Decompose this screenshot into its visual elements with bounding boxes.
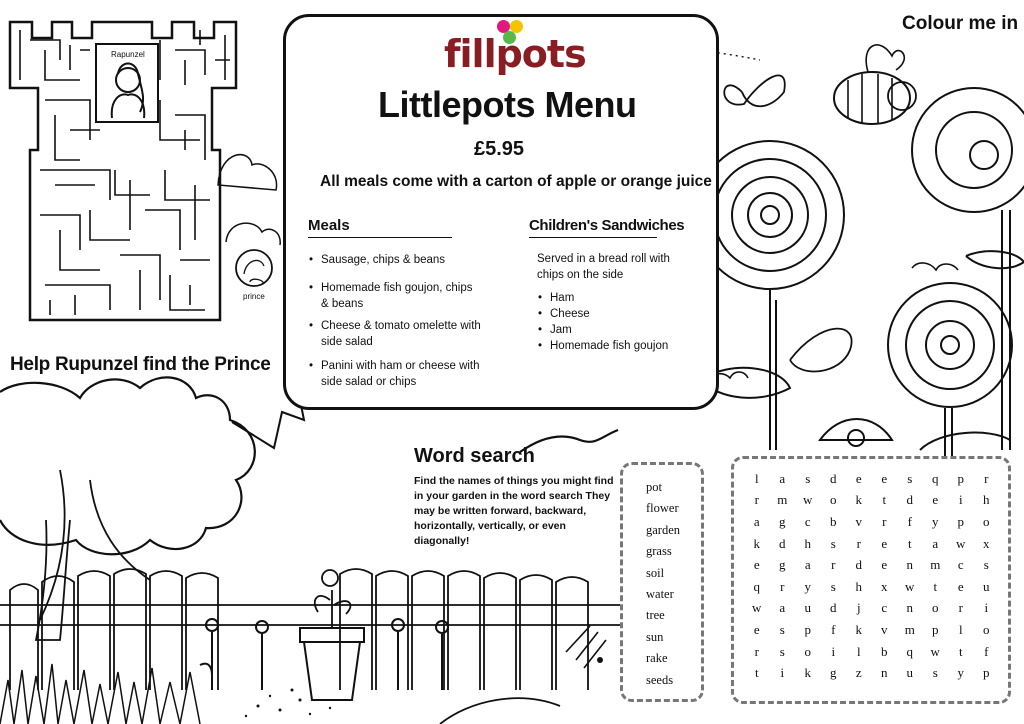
grid-letter[interactable]: r [754, 643, 759, 659]
grid-letter[interactable]: k [855, 621, 862, 637]
grid-letter[interactable]: u [804, 600, 811, 616]
sandwich-item: • Ham [538, 290, 688, 306]
fence [0, 569, 620, 690]
grid-letter[interactable]: t [958, 643, 963, 659]
grid-letter[interactable]: u [983, 578, 990, 594]
grid-letter[interactable]: h [983, 492, 990, 508]
grid-letter[interactable]: e [753, 621, 760, 637]
word-search-instructions: Find the names of things you might find in your garden in the word search They may be written forward, backward, horizontally, vertically, or even diagonally! [414, 475, 614, 547]
grid-letter[interactable]: f [984, 643, 989, 659]
grid-letter[interactable]: j [856, 600, 861, 616]
word-item: seeds [646, 672, 674, 687]
grid-letter[interactable]: w [956, 535, 966, 551]
meals-rule [308, 237, 452, 238]
grid-letter[interactable]: q [932, 470, 939, 486]
word-item: garden [646, 522, 681, 537]
sandwich-item: • Homemade fish goujon [538, 338, 688, 354]
meal-item: • Panini with ham or cheese with side salad or chips [309, 358, 481, 390]
grid-letter[interactable]: n [906, 557, 913, 573]
grid-row [744, 554, 999, 576]
grid-letter[interactable]: h [804, 535, 811, 551]
grid-letter[interactable]: x [983, 535, 990, 551]
grid-letter[interactable]: r [856, 535, 861, 551]
grid-letter[interactable]: i [780, 665, 785, 681]
grid-letter[interactable]: s [830, 578, 836, 594]
grid-letter[interactable]: s [779, 643, 785, 659]
meals-list [309, 252, 481, 390]
grid-letter[interactable]: i [831, 643, 836, 659]
grid-letter[interactable]: g [779, 557, 786, 573]
grid-letter[interactable]: e [957, 578, 964, 594]
grid-letter[interactable]: d [830, 470, 837, 486]
grid-letter[interactable]: c [881, 600, 888, 616]
grid-letter[interactable]: o [932, 600, 939, 616]
grid-letter[interactable]: w [803, 492, 813, 508]
grid-letter[interactable]: y [804, 578, 811, 594]
word-item: sun [646, 629, 664, 644]
grid-letter[interactable]: s [932, 665, 938, 681]
grid-letter[interactable]: c [804, 513, 811, 529]
word-search-heading: Word search [414, 445, 535, 467]
sandwiches-list [538, 290, 688, 354]
grid-row [744, 662, 999, 684]
grid-letter[interactable]: p [983, 665, 990, 681]
grid-letter[interactable]: o [830, 492, 837, 508]
grid-letter[interactable]: e [932, 492, 939, 508]
grid-letter[interactable]: q [753, 578, 760, 594]
sandwich-item: • Jam [538, 322, 688, 338]
tower-maze [10, 22, 236, 320]
grid-letter[interactable]: r [958, 600, 963, 616]
grid-letter[interactable]: b [881, 643, 888, 659]
word-item: soil [646, 565, 665, 580]
colouring-heading: Colour me in [902, 13, 1019, 34]
brand-logo: fillpots [444, 32, 586, 76]
grid-letter[interactable]: k [855, 492, 862, 508]
menu-price: £5.95 [474, 138, 525, 160]
grid-row [744, 641, 999, 663]
word-item: rake [646, 651, 668, 666]
grid-letter[interactable]: l [754, 470, 759, 486]
grid-letter[interactable]: h [855, 578, 862, 594]
grid-letter[interactable]: e [753, 557, 760, 573]
grid-letter[interactable]: r [882, 513, 887, 529]
grid-letter[interactable]: s [805, 470, 811, 486]
grid-letter[interactable]: s [830, 535, 836, 551]
grid-letter[interactable]: t [907, 535, 912, 551]
word-item: flower [646, 501, 679, 516]
grid-letter[interactable]: a [753, 513, 760, 529]
meal-item: • Homemade fish goujon, chips & beans [309, 280, 481, 312]
grid-row [744, 511, 999, 533]
word-item: grass [646, 544, 672, 559]
grid-letter[interactable]: y [957, 665, 964, 681]
grid-letter[interactable]: a [932, 535, 939, 551]
letter-grid [744, 468, 999, 684]
grid-letter[interactable]: x [881, 578, 888, 594]
sandwiches-heading: Children's Sandwiches [529, 217, 685, 234]
sandwiches-note: Served in a bread roll with chips on the side [537, 253, 670, 281]
grid-letter[interactable]: e [855, 470, 862, 486]
grid-letter[interactable]: s [907, 470, 913, 486]
menu-title: Littlepots Menu [378, 84, 637, 125]
grid-letter[interactable]: p [957, 513, 964, 529]
grid-letter[interactable]: y [932, 513, 939, 529]
grid-letter[interactable]: k [753, 535, 760, 551]
meal-item: • Sausage, chips & beans [309, 252, 481, 268]
grid-letter[interactable]: d [779, 535, 786, 551]
grid-letter[interactable]: w [752, 600, 762, 616]
grid-letter[interactable]: t [754, 665, 759, 681]
grid-letter[interactable]: t [882, 492, 887, 508]
meals-heading: Meals [308, 217, 350, 234]
grid-letter[interactable]: t [933, 578, 938, 594]
grid-row [744, 490, 999, 512]
grid-letter[interactable]: d [855, 557, 862, 573]
word-item: water [646, 586, 674, 601]
grid-letter[interactable]: v [881, 621, 888, 637]
word-item: tree [646, 608, 665, 623]
grid-letter[interactable]: a [779, 470, 786, 486]
grid-letter[interactable]: n [881, 665, 888, 681]
grid-letter[interactable]: m [930, 557, 941, 573]
grid-row [744, 468, 999, 490]
grid-letter[interactable]: b [830, 513, 837, 529]
grid-row [744, 598, 999, 620]
word-list [646, 480, 680, 694]
grid-letter[interactable]: o [983, 513, 990, 529]
grid-letter[interactable]: n [906, 600, 913, 616]
maze-rapunzel-label: Rapunzel [111, 50, 145, 59]
grid-letter[interactable]: o [983, 621, 990, 637]
grid-letter[interactable]: v [855, 513, 862, 529]
grid-letter[interactable]: r [831, 557, 836, 573]
grid-letter[interactable]: q [906, 643, 913, 659]
sandwich-item: • Cheese [538, 306, 688, 322]
grid-letter[interactable]: e [881, 470, 888, 486]
word-item: pot [646, 480, 662, 494]
grid-letter[interactable]: e [881, 535, 888, 551]
grid-letter[interactable]: w [930, 643, 940, 659]
grid-letter[interactable]: p [804, 621, 811, 637]
grid-letter[interactable]: d [830, 600, 837, 616]
grid-letter[interactable]: m [904, 621, 915, 637]
grid-letter[interactable]: a [779, 600, 786, 616]
grid-letter[interactable]: r [984, 470, 989, 486]
maze-heading: Help Rupunzel find the Prince [10, 354, 271, 375]
grid-letter[interactable]: c [957, 557, 964, 573]
grid-letter[interactable]: f [831, 621, 836, 637]
grid-letter[interactable]: i [984, 600, 989, 616]
maze-prince-label: prince [243, 292, 265, 301]
grid-letter[interactable]: p [932, 621, 939, 637]
grid-letter[interactable]: e [881, 557, 888, 573]
grid-letter[interactable]: w [905, 578, 915, 594]
flower-illustrations [696, 88, 1024, 456]
grid-letter[interactable]: l [958, 621, 963, 637]
grid-letter[interactable]: a [804, 557, 811, 573]
grid-letter[interactable]: g [830, 665, 837, 681]
grid-row [744, 533, 999, 555]
grid-letter[interactable]: p [957, 470, 964, 486]
grid-letter[interactable]: z [855, 665, 862, 681]
grid-letter[interactable]: f [907, 513, 912, 529]
grid-letter[interactable]: s [983, 557, 989, 573]
meal-item: • Cheese & tomato omelette with side salad [309, 318, 481, 350]
grid-letter[interactable]: m [777, 492, 788, 508]
juice-note: All meals come with a carton of apple or orange juice [320, 173, 712, 190]
sandwiches-rule [529, 237, 657, 238]
grid-letter[interactable]: r [754, 492, 759, 508]
grid-letter[interactable]: i [958, 492, 963, 508]
grid-letter[interactable]: d [906, 492, 913, 508]
grid-row [744, 576, 999, 598]
grid-letter[interactable]: g [779, 513, 786, 529]
grid-letter[interactable]: o [804, 643, 811, 659]
grid-letter[interactable]: u [906, 665, 913, 681]
grid-letter[interactable]: s [779, 621, 785, 637]
grid-letter[interactable]: r [780, 578, 785, 594]
grid-row [744, 619, 999, 641]
grid-letter[interactable]: l [856, 643, 861, 659]
grid-letter[interactable]: k [804, 665, 811, 681]
